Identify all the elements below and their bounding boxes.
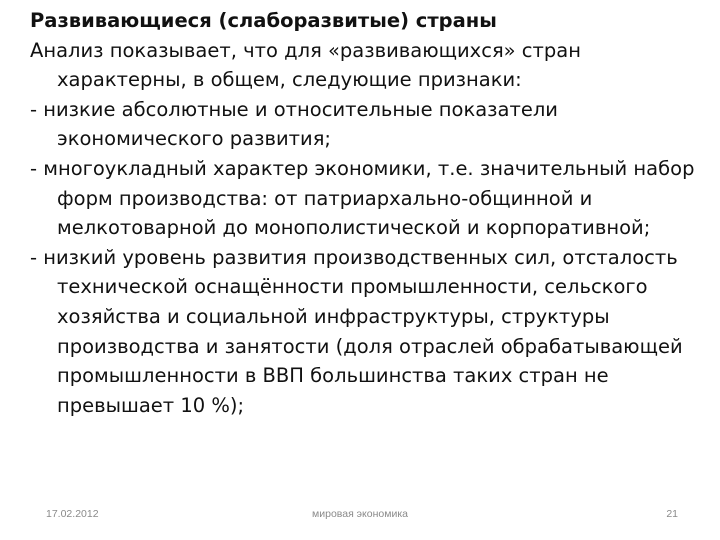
slide-title: Развивающиеся (слаборазвитые) страны [30, 9, 497, 32]
paragraph-intro: Анализ показывает, что для «развивающихся» стран характерны, в общем, следующие признаки: [30, 38, 581, 92]
page-number: 21 [666, 508, 678, 520]
bullet-item: - многоукладный характер экономики, т.е. значительный набор форм производства: от патриархально-общинной и мелкотоварной до монополистической и корпоративной; [30, 156, 695, 240]
bullet-item: - низкий уровень развития производственных сил, отсталость технической оснащённости промышленности, сельского хозяйства и социальной инфраструктуры, структуры производства и занятости (доля отраслей обрабатывающей промышленности в ВВП большинства таких стран не превышает 10 %); [30, 245, 683, 417]
slide-body [30, 6, 705, 420]
bullet-item: - низкие абсолютные и относительные показатели экономического развития; [30, 97, 558, 151]
footer-title: мировая экономика [312, 508, 408, 520]
footer-date: 17.02.2012 [46, 508, 99, 520]
